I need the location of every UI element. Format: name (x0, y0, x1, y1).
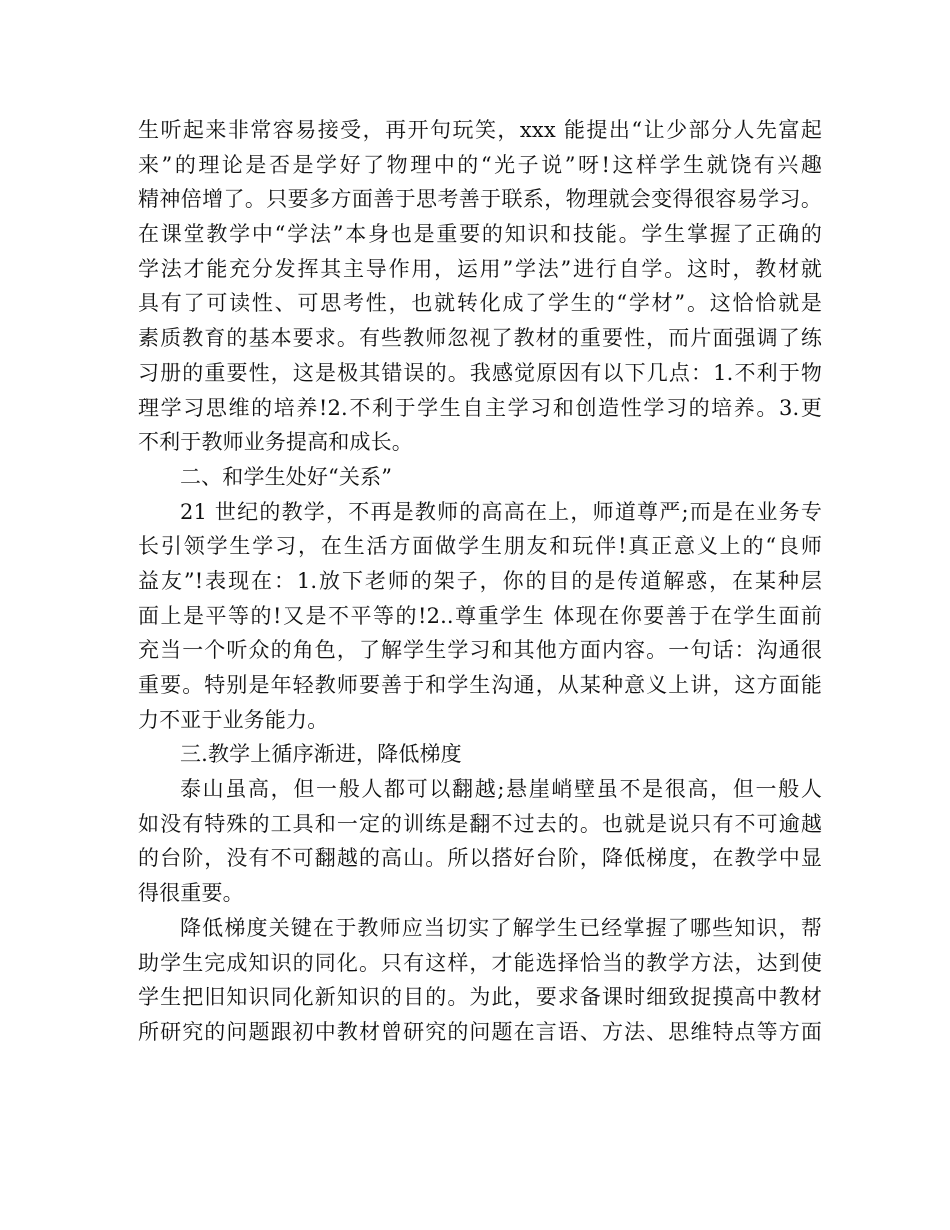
text-line: 习册的重要性，这是极其错误的。我感觉原因有以下几点：1.不利于物 (138, 360, 822, 385)
text-line: 益友”!表现在：1.放下老师的架子，你的目的是传道解惑，在某种层 (138, 568, 822, 593)
text-line: 充当一个听众的角色，了解学生学习和其他方面内容。一句话：沟通很 (138, 638, 822, 663)
text-line: 长引领学生学习，在生活方面做学生朋友和玩伴!真正意义上的“良师 (138, 534, 822, 559)
text-line: 来”的理论是否是学好了物理中的“光子说”呀!这样学生就饶有兴趣 (138, 152, 822, 177)
text-line: 三.教学上循序渐进，降低梯度 (180, 742, 462, 767)
text-line: 精神倍增了。只要多方面善于思考善于联系，物理就会变得很容易学习。 (138, 187, 822, 212)
text-line: 学法才能充分发挥其主导作用，运用”学法”进行自学。这时，教材就 (138, 256, 822, 281)
text-line: 所研究的问题跟初中教材曾研究的问题在言语、方法、思维特点等方面 (138, 1019, 822, 1044)
text-line: 的台阶，没有不可翻越的高山。所以搭好台阶，降低梯度，在教学中显 (138, 846, 822, 871)
text-line: 降低梯度关键在于教师应当切实了解学生已经掌握了哪些知识，帮 (180, 915, 822, 940)
text-line: 力不亚于业务能力。 (138, 707, 329, 732)
text-line: 泰山虽高，但一般人都可以翻越;悬崖峭壁虽不是很高，但一般人 (180, 777, 822, 802)
text-line: 助学生完成知识的同化。只有这样，才能选择恰当的教学方法，达到使 (138, 950, 822, 975)
document-body-text (138, 113, 822, 1050)
text-line: 面上是平等的!又是不平等的!2..尊重学生 体现在你要善于在学生面前 (138, 603, 822, 628)
text-line: 得很重要。 (138, 881, 244, 906)
text-line: 具有了可读性、可思考性，也就转化成了学生的“学材”。这恰恰就是 (138, 291, 822, 316)
text-line: 二、和学生处好“关系” (180, 464, 393, 489)
text-line: 素质教育的基本要求。有些教师忽视了教材的重要性，而片面强调了练 (138, 326, 822, 351)
text-line: 理学习思维的培养!2.不利于学生自主学习和创造性学习的培养。3.更 (138, 395, 822, 420)
text-line: 不利于教师业务提高和成长。 (138, 430, 413, 455)
text-line: 重要。特别是年轻教师要善于和学生沟通，从某种意义上讲，这方面能 (138, 673, 822, 697)
text-line: 生听起来非常容易接受，再开句玩笑，xxx 能提出“让少部分人先富起 (138, 118, 822, 142)
text-line: 如没有特殊的工具和一定的训练是翻不过去的。也就是说只有不可逾越 (138, 811, 822, 836)
text-line: 学生把旧知识同化新知识的目的。为此，要求备课时细致捉摸高中教材 (138, 985, 822, 1010)
text-line: 在课堂教学中“学法”本身也是重要的知识和技能。学生掌握了正确的 (138, 222, 822, 247)
text-line: 21 世纪的教学，不再是教师的高高在上，师道尊严;而是在业务专 (180, 499, 822, 524)
